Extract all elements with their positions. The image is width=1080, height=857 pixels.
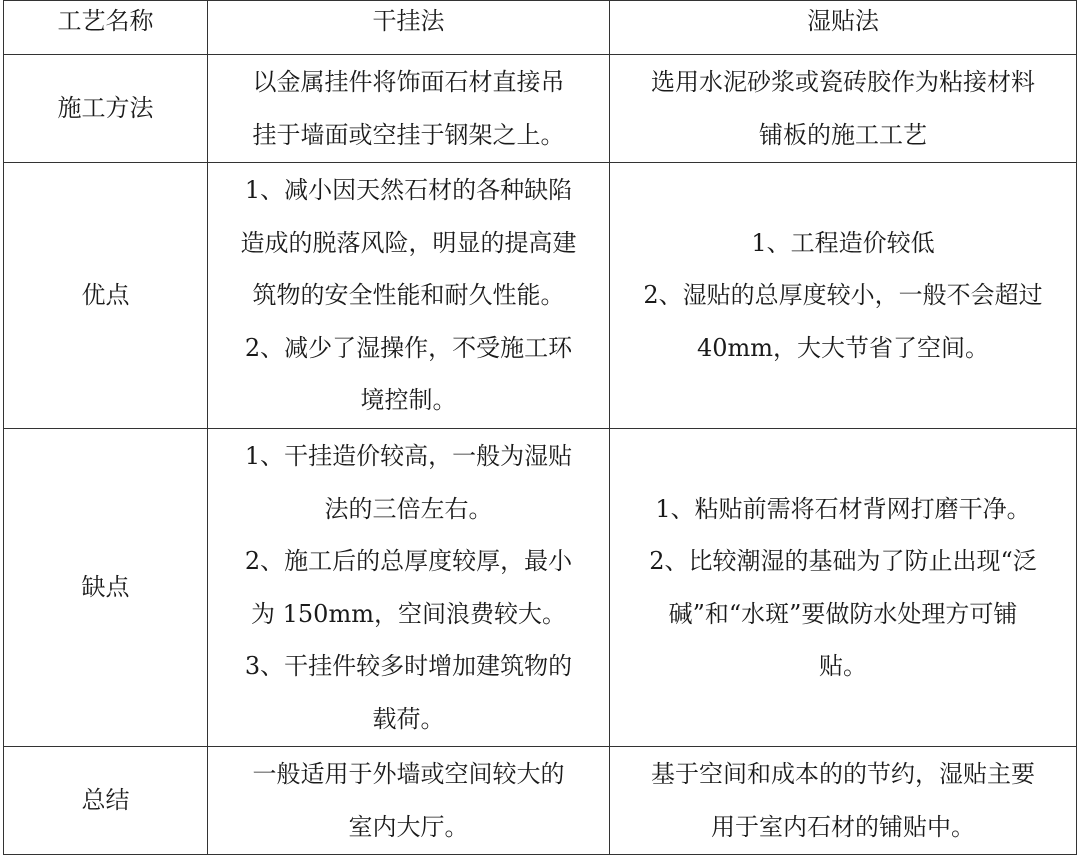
cell-line: 1、工程造价较低 (751, 228, 935, 257)
method-wet-text (616, 56, 1070, 161)
cell-line: 以金属挂件将饰面石材直接吊 (252, 68, 565, 96)
cons-dry-cell (208, 429, 610, 747)
cell-line: 基于空间和成本的的节约，湿贴主要 (651, 760, 1035, 788)
header-row (4, 1, 1077, 55)
pros-label-cell: 优点 (4, 163, 208, 429)
cell-line: 2、比较潮湿的基础为了防止出现“泛 (649, 547, 1037, 575)
method-wet-cell (610, 55, 1077, 163)
summary-wet-cell (610, 747, 1077, 855)
summary-dry-cell (208, 747, 610, 855)
cell-line: 3、干挂件较多时增加建筑物的 (244, 652, 573, 680)
cell-line: 挂于墙面或空挂于钢架之上。 (252, 120, 565, 149)
cell-line: 法的三倍左右。 (324, 494, 493, 523)
cell-line: 贴。 (819, 652, 867, 680)
cell-line: 碱”和“水斑”要做防水处理方可铺 (668, 599, 1018, 628)
header-name-cell: 工艺名称 (4, 1, 208, 55)
cell-line: 2、湿贴的总厚度较小，一般不会超过 (643, 281, 1043, 310)
summary-wet-text (616, 748, 1070, 853)
cell-line: 室内大厅。 (348, 812, 469, 841)
method-row (4, 55, 1077, 163)
pros-row (4, 163, 1077, 429)
summary-label-cell: 总结 (4, 747, 208, 855)
pros-wet-text (616, 217, 1070, 375)
cell-line: 40mm，大大节省了空间。 (696, 333, 990, 362)
cell-line: 造成的脱落风险，明显的提高建 (240, 228, 577, 257)
header-dry-cell: 干挂法 (208, 1, 610, 55)
cons-label-cell: 缺点 (4, 429, 208, 747)
pros-wet-cell (610, 163, 1077, 429)
cons-wet-cell (610, 429, 1077, 747)
cons-wet-text (616, 483, 1070, 693)
method-label-cell: 施工方法 (4, 55, 208, 163)
cons-row (4, 429, 1077, 747)
cell-line: 为 150mm，空间浪费较大。 (251, 599, 566, 628)
cell-line: 一般适用于外墙或空间较大的 (252, 760, 565, 788)
cell-line: 2、减少了湿操作，不受施工环 (244, 333, 573, 362)
cell-line: 境控制。 (360, 386, 457, 415)
cell-line: 2、施工后的总厚度较厚，最小 (244, 547, 573, 575)
cell-line: 1、粘贴前需将石材背网打磨干净。 (655, 494, 1031, 523)
comparison-table (3, 0, 1077, 855)
cell-line: 载荷。 (372, 704, 445, 733)
pros-dry-text (214, 164, 603, 427)
method-dry-text (214, 56, 603, 161)
pros-dry-cell (208, 163, 610, 429)
cell-line: 选用水泥砂浆或瓷砖胶作为粘接材料 (651, 68, 1035, 96)
cell-line: 用于室内石材的铺贴中。 (711, 812, 975, 841)
method-dry-cell (208, 55, 610, 163)
summary-row (4, 747, 1077, 855)
cell-line: 1、干挂造价较高，一般为湿贴 (244, 442, 573, 470)
header-wet-cell: 湿贴法 (610, 1, 1077, 55)
cell-line: 1、减小因天然石材的各种缺陷 (244, 176, 573, 205)
cell-line: 铺板的施工工艺 (759, 120, 927, 149)
cell-line: 筑物的安全性能和耐久性能。 (252, 281, 565, 310)
summary-dry-text (214, 748, 603, 853)
cons-dry-text (214, 430, 603, 745)
